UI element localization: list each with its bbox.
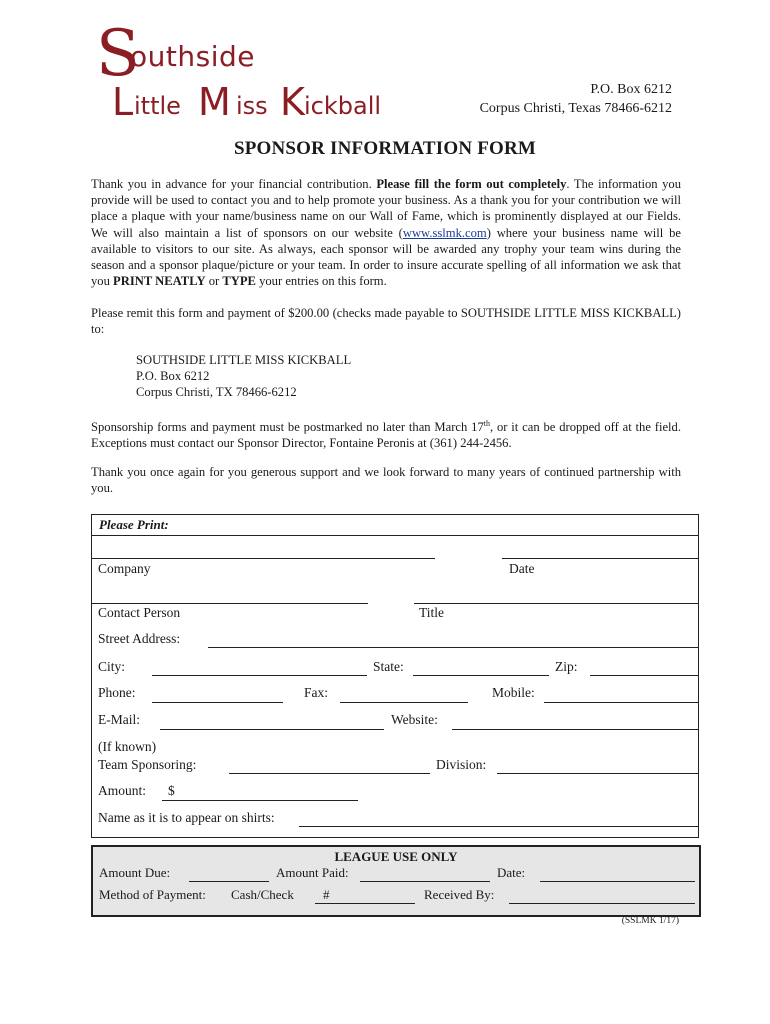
address-line2: Corpus Christi, Texas 78466-6212 [479,101,672,116]
remit-paragraph: Please remit this form and payment of $200.00 (checks made payable to SOUTHSIDE LITTLE MISS KICKBALL) to: [91,306,681,337]
league-date-label: Date: [497,865,526,880]
title-field[interactable] [414,603,698,604]
thanks-paragraph: Thank you once again for you generous support and we look forward to many years of continued partnership with you. [91,465,681,496]
mailing-address [480,80,672,118]
league-use-box [91,845,701,917]
website-field[interactable] [452,729,698,730]
mobile-field[interactable] [544,702,698,703]
amount-label: Amount: [98,783,147,798]
remit-line: SOUTHSIDE LITTLE MISS KICKBALL [136,353,352,367]
payment-method-label: Method of Payment: [99,887,206,902]
phone-field[interactable] [152,702,283,703]
intro-text: ) where your business name will be available to visitors to our site. As always, each sponsor will be awarded any trophy your team wins during the season and a sponsor plaque/picture or your team. In order to insure accurate spelling of all information we ask that you [91,225,681,289]
check-number-label: # [323,887,330,902]
company-field[interactable] [92,558,435,559]
logo-line2a: ittle [134,92,181,120]
contact-person-label: Contact Person [98,605,181,620]
logo-line2b: iss [236,92,268,120]
state-label: State: [373,659,404,674]
zip-field[interactable] [590,675,698,676]
logo-line2c: ickball [304,92,382,120]
sponsor-form [91,514,699,838]
logo-s-initial: S [96,17,140,91]
deadline-sup: th [483,419,490,428]
fax-field[interactable] [340,702,468,703]
intro-bold: Please fill the form out completely [376,177,567,191]
amount-paid-label: Amount Paid: [276,865,349,880]
form-version: (SSLMK 1/17) [621,916,679,926]
shirt-name-field[interactable] [299,826,698,827]
logo-l-initial: L [112,80,134,124]
page-title: SPONSOR INFORMATION FORM [233,138,537,159]
logo-m-initial: M [198,80,231,124]
intro-text: Thank you in advance for your financial contribution. [91,177,377,191]
website-label: Website: [391,712,438,727]
state-field[interactable] [413,675,549,676]
shirt-name-label: Name as it is to appear on shirts: [98,810,275,825]
title-label: Title [419,605,445,620]
amount-due-label: Amount Due: [99,865,171,880]
league-logo [96,17,382,124]
intro-text: your entries on this form. [255,274,387,289]
team-sponsoring-label: Team Sponsoring: [98,757,197,772]
deadline-paragraph [91,416,681,452]
if-known-label: (If known) [98,739,157,754]
amount-field[interactable] [162,800,358,801]
street-field[interactable] [208,647,698,648]
email-field[interactable] [160,729,384,730]
city-field[interactable] [152,675,367,676]
amount-due-field[interactable] [189,881,269,882]
intro-bold: PRINT NEATLY [113,274,206,289]
form-header [92,515,698,536]
check-number-field[interactable] [315,903,415,904]
league-date-field[interactable] [540,881,695,882]
intro-bold: TYPE [222,274,256,289]
dollar-sign: $ [168,783,175,798]
cash-check-label: Cash/Check [231,887,294,902]
form-header-text: Please Print: [99,517,169,532]
intro-paragraph [91,176,681,289]
received-by-label: Received By: [424,887,495,902]
logo-line1: outhside [130,40,255,73]
remit-address [136,352,351,401]
street-label: Street Address: [98,631,181,646]
date-label: Date [509,561,535,576]
division-label: Division: [436,757,487,772]
logo-k-initial: K [280,80,305,124]
contact-person-field[interactable] [92,603,368,604]
zip-label: Zip: [555,659,578,674]
team-sponsoring-field[interactable] [229,773,430,774]
remit-line: Corpus Christi, TX 78466-6212 [136,385,297,400]
fax-label: Fax: [304,685,329,700]
address-line1: P.O. Box 6212 [590,82,672,97]
intro-text: . The information you provide will be used to contact you and to help promote your business. As a thank you for your contribution we will place a plaque with your name/business name on our Wall of Fame, which is prominently displayed at our Fields. We will also maintain a list of sponsors on our website ( [91,177,682,240]
deadline-text: Sponsorship forms and payment must be postmarked no later than March 17 [91,420,484,435]
division-field[interactable] [497,773,698,774]
date-field[interactable] [502,558,698,559]
website-link[interactable]: www.sslmk.com [402,225,487,240]
league-use-title: LEAGUE USE ONLY [334,849,458,864]
city-label: City: [98,659,126,674]
phone-label: Phone: [98,685,136,700]
intro-text: or [205,274,223,289]
mobile-label: Mobile: [492,685,535,700]
email-label: E-Mail: [98,712,140,727]
deadline-text: , or it can be dropped off at the field. Exceptions must contact our Sponsor Director, Fontaine Peronis at (361) 244-2456. [91,420,682,451]
remit-line: P.O. Box 6212 [136,369,210,384]
amount-paid-field[interactable] [360,881,490,882]
received-by-field[interactable] [509,903,695,904]
company-label: Company [98,561,151,576]
